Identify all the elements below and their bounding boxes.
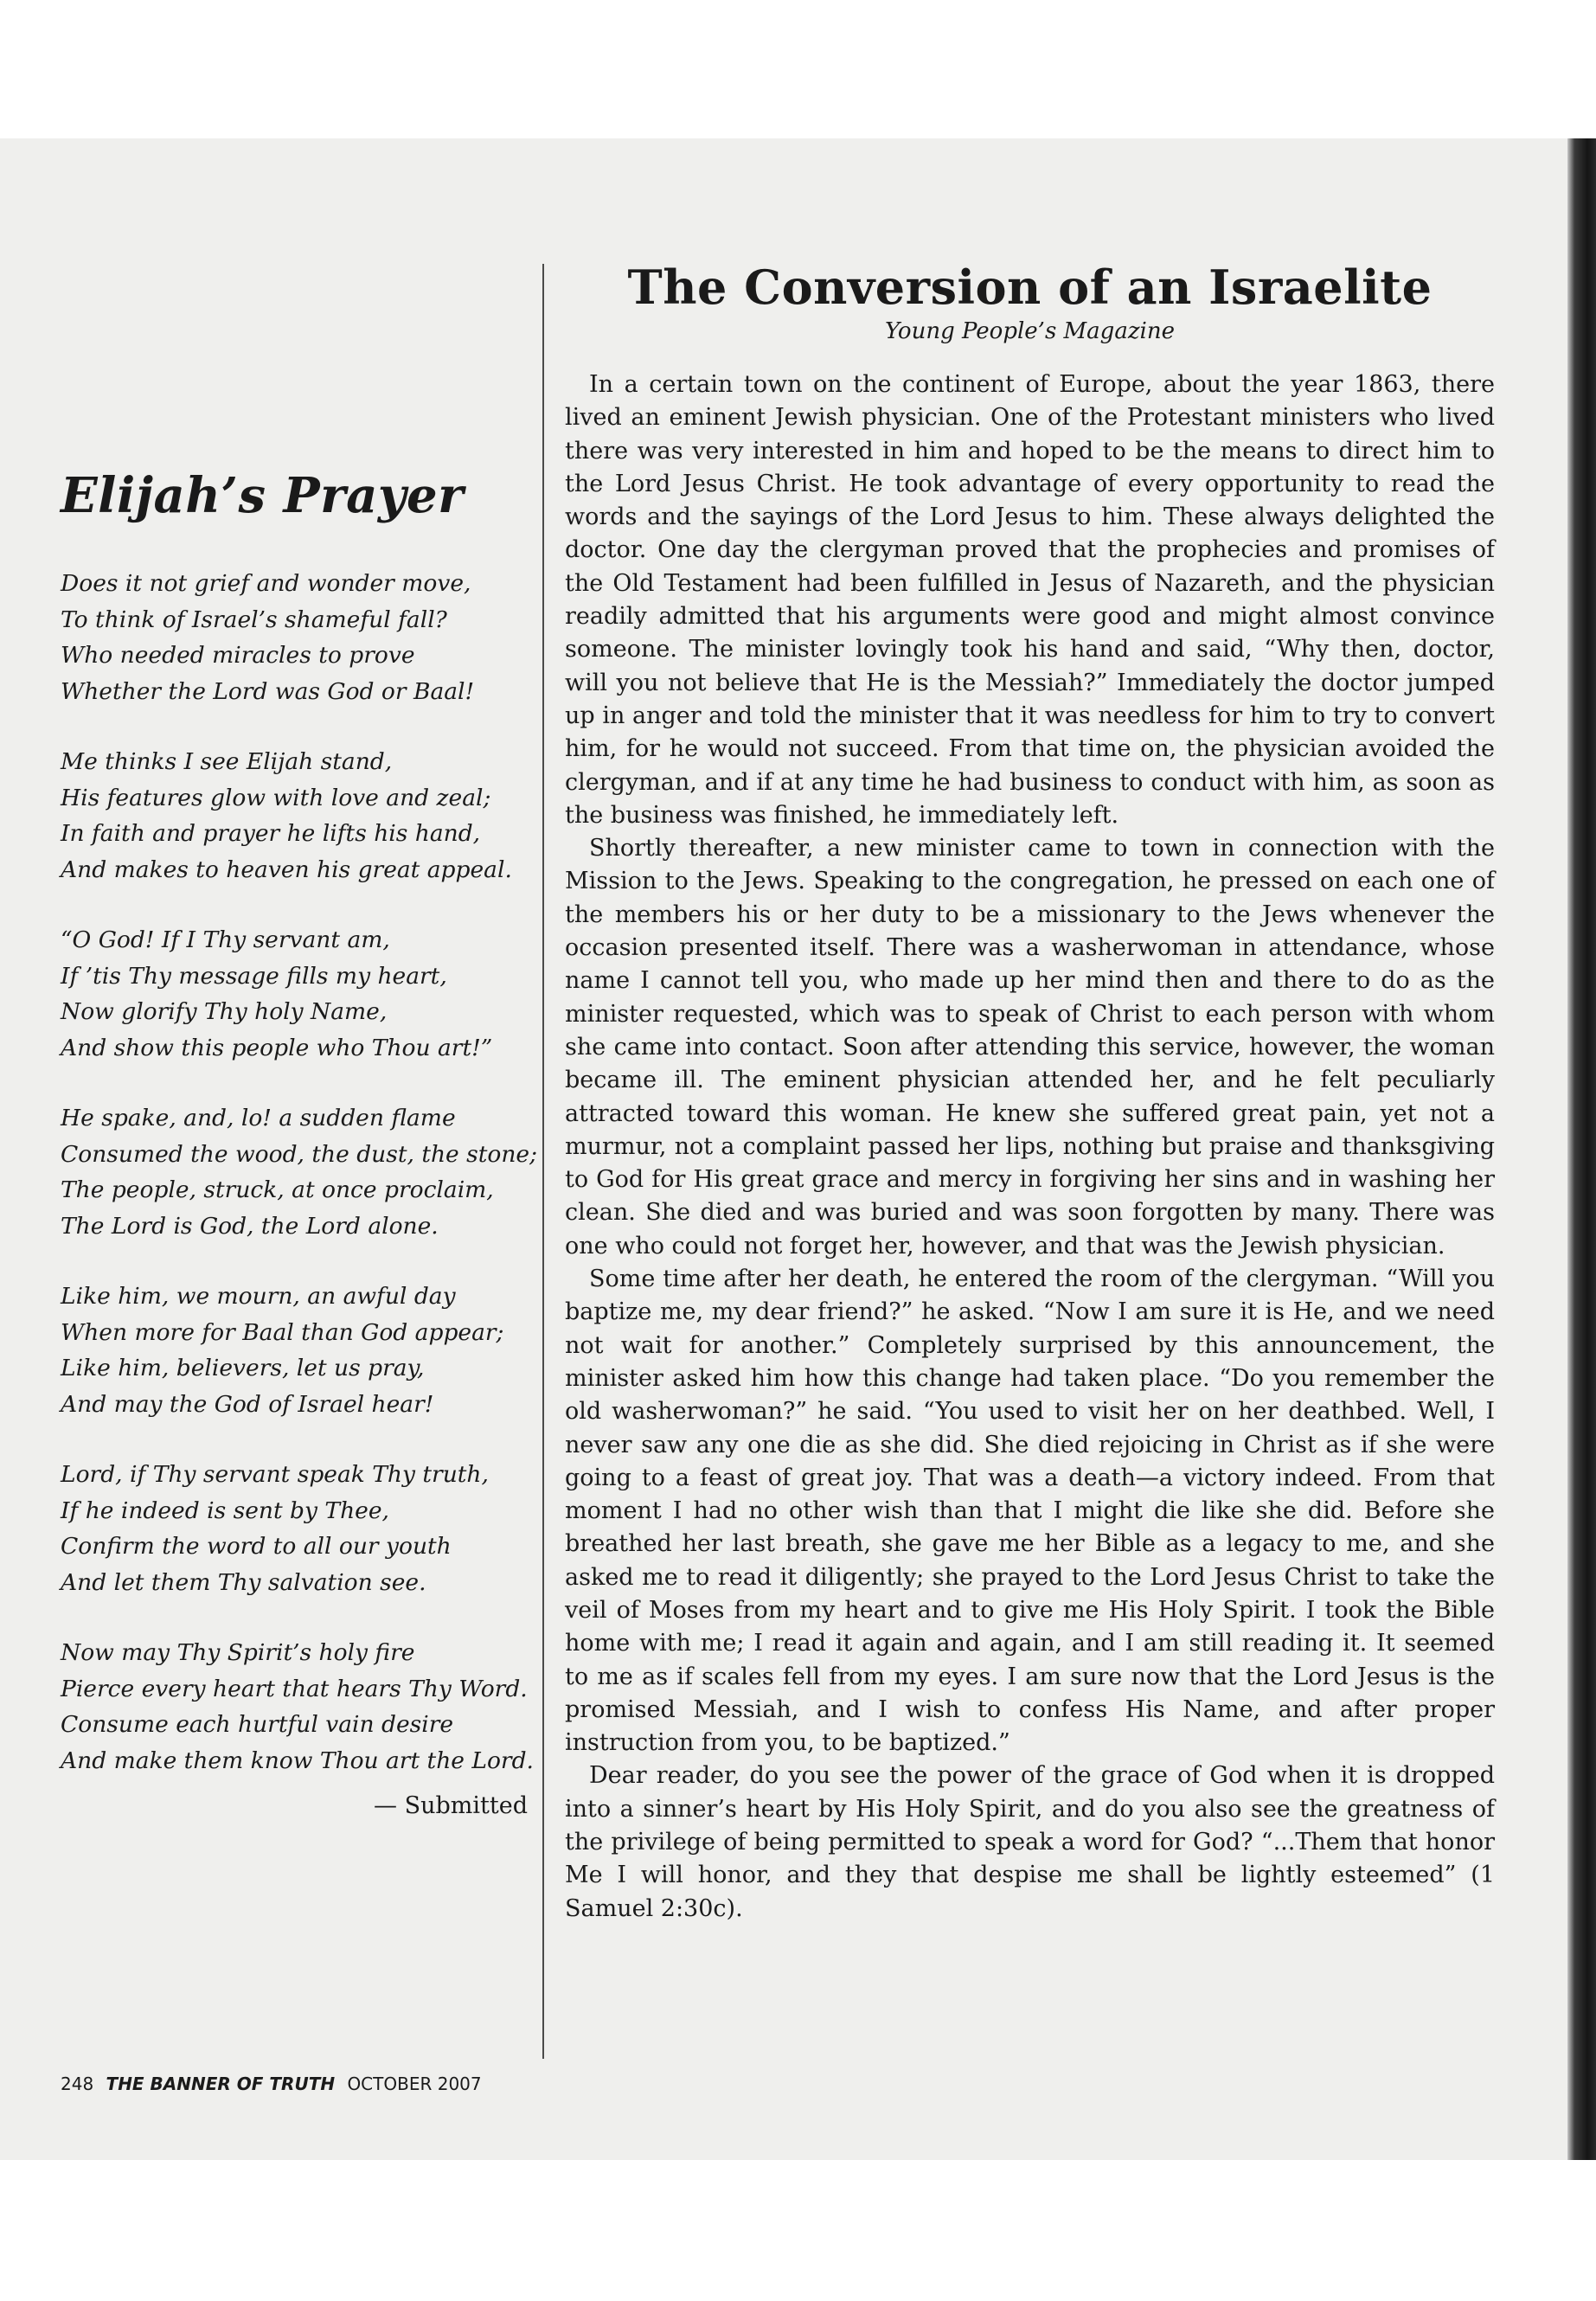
poem-line: Now glorify Thy holy Name, <box>61 998 388 1025</box>
poem-line: Does it not grief and wonder move, <box>61 570 471 597</box>
poem-line: And make them know Thou art the Lord. <box>61 1747 534 1774</box>
poem-line: And show this people who Thou art!” <box>61 1034 493 1061</box>
poem-line: His features glow with love and zeal; <box>61 784 491 811</box>
poem-title: Elijah’s Prayer <box>61 467 465 524</box>
poem-line: The people, struck, at once proclaim, <box>61 1176 494 1203</box>
poem-line: He spake, and, lo! a sudden flame <box>61 1105 456 1131</box>
poem-line: And may the God of Israel hear! <box>61 1390 434 1418</box>
article-paragraph: Shortly thereafter, a new minister came to town in connection with the Mission to the Jews. Speaking to the congregation, he pressed on each one of the members his or her duty to be a missionary to the Jews whenever the occasion presented itself. There was a washerwoman in attendance, whose name I cannot tell you, who made up her mind then and there to do as the minister requested, which was to speak of Christ to each person with whom she came into contact. Soon after attending this service, however, the woman became ill. The eminent physician attended her, and he felt peculiarly attracted toward this woman. He knew she suffered great pain, yet not a murmur, not a complaint passed her lips, nothing but praise and thanksgiving to God for His great grace and mercy in forgiving her sins and in washing her clean. She died and was buried and was soon forgotten by many. There was one who could not forget her, however, and that was the Jewish physician. <box>565 835 1495 1259</box>
poem-line: And makes to heaven his great appeal. <box>61 856 512 883</box>
poem-line: Me thinks I see Elijah stand, <box>61 748 393 775</box>
poem-line: To think of Israel’s shameful fall? <box>61 606 447 633</box>
article-paragraph: Dear reader, do you see the power of the grace of God when it is dropped into a sinner’s heart by His Holy Spirit, and do you also see the greatness of the privilege of being permitted to speak a word for God? “...Them that honor Me I will honor, and they that despise me shall be lightly esteemed” (1 Samuel 2:30c). <box>565 1762 1495 1922</box>
publication-name: THE BANNER OF TRUTH <box>106 2073 336 2094</box>
poem-column <box>61 467 538 1819</box>
poem-line: If he indeed is sent by Thee, <box>61 1497 389 1524</box>
poem-line: “O God! If I Thy servant am, <box>61 926 390 953</box>
poem-line: Whether the Lord was God or Baal! <box>61 677 475 705</box>
poem-stanza <box>61 1279 528 1422</box>
poem-line: When more for Baal than God appear; <box>61 1318 504 1346</box>
poem-line: Pierce every heart that hears Thy Word. <box>61 1675 528 1702</box>
page-edge-shadow <box>1567 138 1596 2160</box>
poem-stanza <box>61 1100 538 1244</box>
page-footer <box>61 2073 482 2094</box>
issue-date: OCTOBER 2007 <box>347 2073 482 2094</box>
article-paragraph: Some time after her death, he entered the room of the clergyman. “Will you baptize me, my dear friend?” he asked. “Now I am sure it is He, and we need not wait for another.” Completely surprised by this announcement, the minister asked him how this change had taken place. “Do you remember the old washerwoman?” he said. “You used to visit her on her deathbed. Well, I never saw any one die as she did. She died rejoicing in Christ as if she were going to a feast of great joy. That was a death—a victory indeed. From that moment I had no other wish than that I might die like she did. Before she breathed her last breath, she gave me her Bible as a legacy to me, and she asked me to read it diligently; she prayed to the Lord Jesus Christ to take the veil of Moses from my heart and to give me His Holy Spirit. I took the Bible home with me; I read it again and again, and I am still reading it. It seemed to me as if scales fell from my eyes. I am sure now that the Lord Jesus is the promised Messiah, and I wish to confess His Name, and after proper instruction from you, to be baptized.” <box>565 1266 1495 1757</box>
column-divider <box>542 264 544 2059</box>
poem-line: Now may Thy Spirit’s holy fire <box>61 1639 415 1666</box>
poem-line: If ’tis Thy message fills my heart, <box>61 962 447 990</box>
poem-attribution: — Submitted <box>374 1792 528 1819</box>
poem-stanza <box>61 922 528 1066</box>
poem-line: Like him, believers, let us pray, <box>61 1355 425 1381</box>
article-paragraph: In a certain town on the continent of Europe, about the year 1863, there lived an eminent Jewish physician. One of the Protestant ministers who lived there was very interested in him and hoped to be the means to direct him to the Lord Jesus Christ. He took advantage of every opportunity to read the words and the sayings of the Lord Jesus to him. These always delighted the doctor. One day the clergyman proved that the prophecies and promises of the Old Testament had been fulfilled in Jesus of Nazareth, and the physician readily admitted that his arguments were good and might almost convince someone. The minister lovingly took his hand and said, “Why then, doctor, will you not believe that He is the Messiah?” Immediately the doctor jumped up in anger and told the minister that it was needless for him to try to convert him, for he would not succeed. From that time on, the physician avoided the clergyman, and if at any time he had business to conduct with him, as soon as the business was finished, he immediately left. <box>565 371 1495 829</box>
article-title: The Conversion of an Israelite <box>627 260 1433 315</box>
poem-line: The Lord is God, the Lord alone. <box>61 1212 439 1240</box>
poem-line: Like him, we mourn, an awful day <box>61 1283 456 1310</box>
article-source: Young People’s Magazine <box>885 318 1175 344</box>
poem-stanza <box>61 1457 528 1600</box>
poem-line: In faith and prayer he lifts his hand, <box>61 820 481 847</box>
poem-line: Confirm the word to all our youth <box>61 1533 452 1560</box>
article-column <box>565 260 1495 1926</box>
poem-line: Who needed miracles to prove <box>61 642 415 669</box>
poem-line: Consumed the wood, the dust, the stone; <box>61 1140 538 1168</box>
poem-line: And let them Thy salvation see. <box>61 1568 426 1596</box>
page-number: 248 <box>61 2073 94 2094</box>
poem-stanza <box>61 566 528 709</box>
poem-line: Lord, if Thy servant speak Thy truth, <box>61 1461 489 1488</box>
poem-stanza <box>61 1635 534 1779</box>
poem-stanza <box>61 744 528 888</box>
poem-line: Consume each hurtful vain desire <box>61 1711 454 1738</box>
